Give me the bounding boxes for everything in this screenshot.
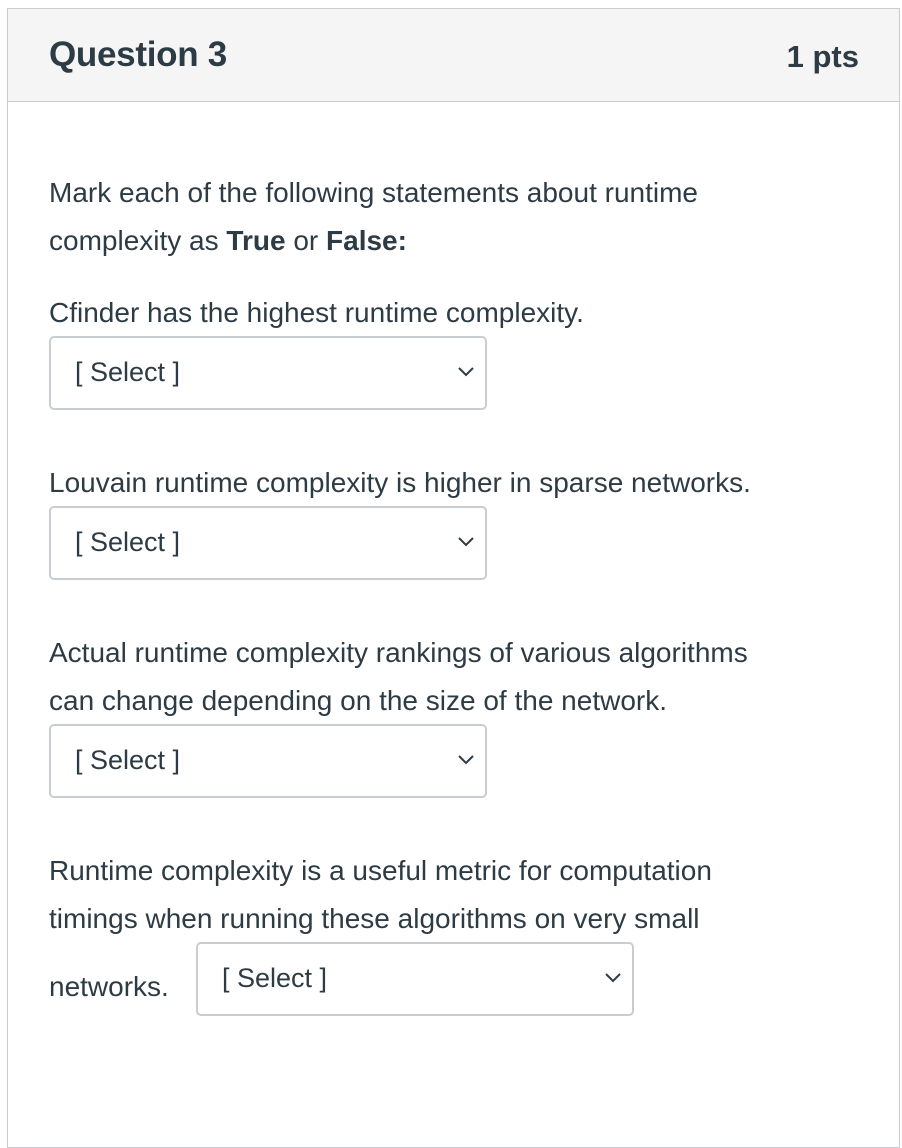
statement-1: [49, 289, 584, 337]
or-word: or: [285, 225, 327, 256]
select-value: [ Select ]: [75, 357, 181, 387]
statement-4: [49, 847, 712, 943]
statement-4-inline-row: [49, 942, 649, 1016]
statement-4-text-line-1: Runtime complexity is a useful metric for computation: [49, 855, 712, 886]
false-word: False:: [326, 225, 407, 256]
question-header: [8, 9, 899, 102]
statement-1-select[interactable]: [49, 336, 487, 410]
statement-2-text: Louvain runtime complexity is higher in sparse networks.: [49, 467, 751, 498]
intro-prefix: complexity as: [49, 225, 227, 256]
chevron-down-icon: [457, 536, 475, 548]
true-word: True: [226, 225, 286, 256]
question-card: [7, 8, 900, 1148]
select-value: [ Select ]: [75, 527, 181, 557]
chevron-down-icon: [457, 754, 475, 766]
statement-2-select[interactable]: [49, 506, 487, 580]
statement-3-text-line-2: can change depending on the size of the network.: [49, 685, 667, 716]
intro-line-1: Mark each of the following statements about runtime: [49, 177, 699, 208]
chevron-down-icon: [457, 366, 475, 378]
statement-1-text: Cfinder has the highest runtime complexity.: [49, 297, 584, 328]
statement-4-text-line-3: networks.: [49, 971, 169, 1002]
question-points: 1 pts: [786, 39, 859, 74]
statement-2: [49, 459, 751, 507]
intro-line-2: [49, 217, 698, 265]
chevron-down-icon: [604, 972, 622, 984]
statement-3: [49, 629, 748, 725]
statement-3-select[interactable]: [49, 724, 487, 798]
select-value: [ Select ]: [222, 963, 328, 993]
question-title: Question 3: [49, 35, 227, 74]
statement-3-text-line-1: Actual runtime complexity rankings of various algorithms: [49, 637, 748, 668]
question-intro: [49, 169, 698, 265]
statement-4-text-line-2: timings when running these algorithms on very small: [49, 903, 700, 934]
select-value: [ Select ]: [75, 745, 181, 775]
statement-4-select[interactable]: [196, 942, 634, 1016]
